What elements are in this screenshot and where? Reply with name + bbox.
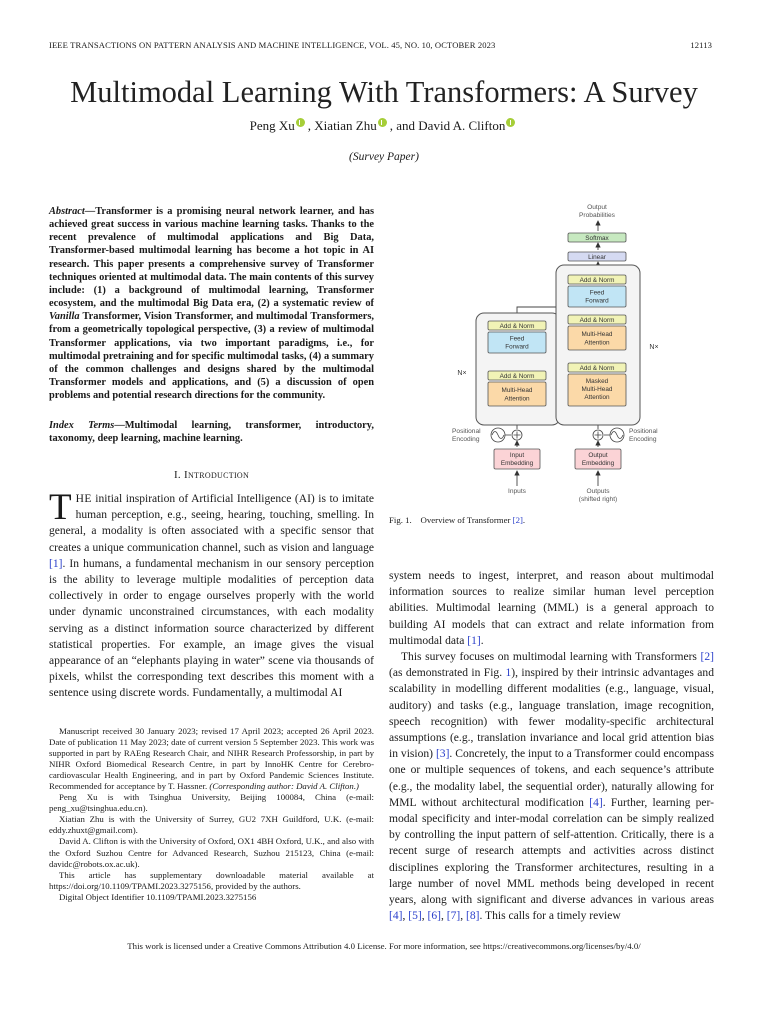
svg-text:Linear: Linear: [588, 254, 606, 261]
license-notice: This work is licensed under a Creative Commons Attribution 4.0 License. For more information, see https://creativecommons.org/licenses/by/4.0/: [127, 941, 641, 951]
index-terms-label: Index Terms: [49, 420, 115, 431]
svg-text:Forward: Forward: [585, 297, 609, 305]
svg-text:Positional: Positional: [629, 428, 658, 435]
svg-text:Encoding: Encoding: [629, 436, 657, 443]
svg-text:Embedding: Embedding: [581, 460, 615, 467]
author-list: Peng Xu , Xiatian Zhu , and David A. Clifton: [0, 118, 768, 134]
svg-text:Input: Input: [509, 452, 525, 459]
citation-link[interactable]: [3]: [435, 748, 450, 761]
intro-paragraph: THE initial inspiration of Artificial Intelligence (AI) is to imitate human perception, e.g., seeing, hearing, touching, smelling. In general, a modality is often associated with a specific sensor that creates a unique communication channel, such as vision and language [1]. In humans, a fundamental mechanism in our sensory perception is the ability to leverage multiple modalities of perception data collectively in order to engage ourselves properly with the world under dynamic unconstrained circumstances, with each modality serving as a distinct information source characterized by different statistical properties. For example, an image gives the visual appearance of an “elephants playing in water” scene via thousands of pixels, whilst the corresponding text describes this moment with a sentence using discrete words. Fundamentally, a multimodal AI: [49, 487, 374, 700]
citation-link[interactable]: [2]: [700, 651, 714, 664]
citation-link[interactable]: [2]: [512, 515, 523, 525]
encoder-add-norm-top: Add & Norm: [499, 323, 535, 330]
svg-text:Attention: Attention: [584, 394, 610, 401]
decoder-add-norm-mid: Add & Norm: [579, 317, 615, 324]
index-terms: Index Terms—Multimodal learning, transformer, introductory, taxonomy, deep learning, machine learning.: [49, 420, 374, 445]
svg-text:(shifted right): (shifted right): [578, 496, 618, 503]
running-header: IEEE TRANSACTIONS ON PATTERN ANALYSIS AND MACHINE INTELLIGENCE, VOL. 45, NO. 10, OCTOBER 2023: [49, 40, 496, 50]
citation-link[interactable]: [6]: [427, 910, 441, 923]
encoder-add-norm-bottom: Add & Norm: [499, 373, 535, 380]
footnote: Manuscript received 30 January 2023; revised 17 April 2023; accepted 26 April 2023. Date of publication 11 May 2023; date of current version 5 September 2023. This work was supported in part by RAEng Research Chair, and NIHR Research Professorship, in part by NIHR Oxford Biomedical Research Centre, in part by InnoHK Centre for Cerebro-cardiovascular Health Engineering, and in part by Oxford Pandemic Sciences Institute. Recommended for acceptance by T. Hassner. (Corresponding author: David A. Clifton.) Peng Xu is with Tsinghua University, Beijing 100084, China (e-mail: peng_xu@tsinghua.edu.cn). Xiatian Zhu is with the University of Surrey, GU2 7XH Guildford, U.K. (e-mail: eddy.zhuxt@gmail.com). David A. Clifton is with the University of Oxford, OX1 4BH Oxford, U.K., and also with the Oxford Suzhou Centre for Advanced Research, Suzhou 215123, China (e-mail: davidc@robots.ox.ac.uk). This article has supplementary downloadable material available at https://doi.org/10.1109/TPAMI.2023.3275156, provided by the authors. Digital Object Identifier 10.1109/TPAMI.2023.3275156: [49, 726, 374, 902]
orcid-icon[interactable]: [378, 118, 387, 127]
svg-text:Multi-Head: Multi-Head: [581, 331, 613, 338]
citation-link[interactable]: [1]: [467, 634, 481, 647]
body-text-right: system needs to ingest, interpret, and reason about multimodal information sources to realize similar human level perception abilities. Multimodal learning (MML) is a general approach to building AI models that can extract and relate information from multimodal data [1]. This survey focuses on multimodal learning with Transformers [2] (as demonstrated in Fig. 1), inspired by their intrinsic advantages and scalability in modelling different modalities (e.g., language, visual, auditory) and tasks (e.g., language translation, image recognition, speech recognition) with fewer modality-specific architectural assumptions (e.g., translation invariance and local grid attention bias in vision) [3]. Concretely, the input to a Transformer could encompass one or multiple sequences of tokens, and each sequence’s attribute (e.g., the modality label, the sequential order), naturally allowing for MML without architectural modification [4]. Further, learning per-modal specificity and inter-modal correlation can be simply realized by controlling the input pattern of self-attention. Critically, there is a recent surge of research attempts and activities across distinct disciplines exploring the Transformer architectures, resulting in a large number of novel MML methods being developed in recent years, along with significant and diverse advances in various areas [4], [5], [6], [7], [8]. This calls for a timely review: [389, 570, 715, 923]
svg-text:Attention: Attention: [504, 395, 530, 403]
author-name: Peng Xu: [249, 118, 295, 133]
abstract: Abstract—Transformer is a promising neural network learner, and has achieved great success in various machine learning tasks. Thanks to the recent prevalence of multimodal applications and Big Data, Transformer-based multimodal learning has become a hot topic in AI research. This paper presents a comprehensive survey of Transformer techniques oriented at multimodal data. The main contents of this survey include: (1) a background of multimodal learning, Transformer ecosystem, and the multimodal Big Data era, (2) a systematic review of Vanilla Transformer, Vision Transformer, and multimodal Transformers, from a geometrically topological perspective, (3) a review of multimodal Transformer applications, via two important paradigms, i.e., for multimodal pretraining and for specific multimodal tasks, (4) a summary of the common challenges and designs shared by the multimodal Transformer models and applications, and (5) a discussion of open problems and potential research directions for the community.: [49, 206, 374, 402]
section-heading: I. Introduction: [173, 469, 250, 481]
svg-text:Positional: Positional: [452, 428, 481, 435]
svg-text:Outputs: Outputs: [586, 488, 610, 495]
svg-text:N×: N×: [649, 344, 659, 351]
svg-text:Encoding: Encoding: [452, 436, 480, 443]
svg-text:Feed: Feed: [589, 289, 605, 297]
svg-text:N×: N×: [457, 370, 467, 377]
paper-title: Multimodal Learning With Transformers: A Survey: [70, 75, 698, 109]
svg-text:Feed: Feed: [509, 335, 525, 343]
transformer-diagram: [440, 203, 670, 505]
svg-text:Output: Output: [587, 204, 607, 211]
citation-link[interactable]: [1]: [49, 557, 63, 570]
figure-caption: Fig. 1. Overview of Transformer [2].: [389, 515, 526, 525]
svg-text:Embedding: Embedding: [500, 460, 534, 467]
decoder-add-norm-top: Add & Norm: [579, 277, 615, 284]
citation-link[interactable]: [7]: [446, 910, 461, 923]
citation-link[interactable]: [4]: [389, 910, 403, 923]
svg-text:Output: Output: [588, 452, 608, 459]
orcid-icon[interactable]: [296, 118, 305, 127]
author-name: David A. Clifton: [418, 118, 506, 133]
paper-type: (Survey Paper): [349, 151, 419, 163]
citation-link[interactable]: [5]: [408, 910, 422, 923]
svg-text:Attention: Attention: [584, 339, 610, 347]
citation-link[interactable]: [4]: [589, 796, 603, 809]
svg-text:Inputs: Inputs: [508, 488, 526, 495]
abstract-label: Abstract: [49, 206, 85, 217]
svg-text:Masked: Masked: [585, 378, 609, 385]
decoder-add-norm-bottom: Add & Norm: [579, 365, 615, 372]
citation-link[interactable]: [8]: [466, 910, 480, 923]
svg-text:Probabilities: Probabilities: [579, 212, 615, 219]
svg-text:Forward: Forward: [505, 343, 529, 351]
svg-text:Softmax: Softmax: [585, 235, 609, 242]
svg-text:Multi-Head: Multi-Head: [581, 386, 613, 393]
author-name: Xiatian Zhu: [314, 118, 377, 133]
figure-link[interactable]: 1: [505, 667, 512, 680]
drop-cap: T: [49, 487, 72, 528]
page-number: 12113: [690, 40, 712, 50]
svg-text:Multi-Head: Multi-Head: [501, 387, 533, 394]
orcid-icon[interactable]: [506, 118, 515, 127]
